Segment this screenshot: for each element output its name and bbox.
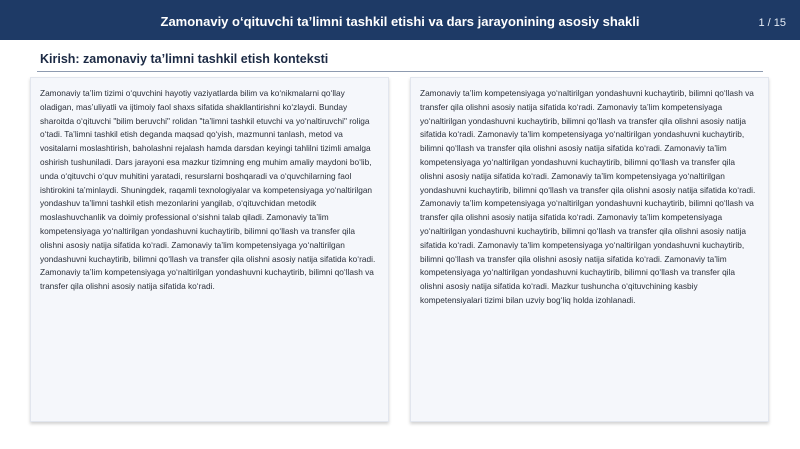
section-divider [37,71,763,72]
left-text-card [30,77,389,422]
slide-header-bar [0,0,800,40]
page-indicator: 1 / 15 [758,17,786,29]
slide-title: Zamonaviy o‘qituvchi ta’limni tashkil etishi va dars jarayonining asosiy shakli [160,14,640,29]
section-heading: Kirish: zamonaviy ta’limni tashkil etish konteksti [40,52,329,66]
right-paragraph: Zamonaviy ta’lim kompetensiyaga yo‘naltirilgan yondashuvni kuchaytirib, bilimni qo‘llash va transfer qila olishni asosiy natija sifatida ko‘radi. Zamonaviy ta’lim kompetensiyaga yo‘naltirilgan yondashuvni kuchaytirib, bilimni qo‘llash va transfer qila olishni asosiy natija sifatida ko‘radi. Zamonaviy ta’lim kompetensiyaga yo‘naltirilgan yondashuvni kuchaytirib, bilimni qo‘llash va transfer qila olishni asosiy natija sifatida ko‘radi. Zamonaviy ta’lim kompetensiyaga yo‘naltirilgan yondashuvni kuchaytirib, bilimni qo‘llash va transfer qila olishni asosiy natija sifatida ko‘radi. Zamonaviy ta’lim kompetensiyaga yo‘naltirilgan yondashuvni kuchaytirib, bilimni qo‘llash va transfer qila olishni asosiy natija sifatida ko‘radi. Zamonaviy ta’lim kompetensiyaga yo‘naltirilgan yondashuvni kuchaytirib, bilimni qo‘llash va transfer qila olishni asosiy natija sifatida ko‘radi. Zamonaviy ta’lim kompetensiyaga yo‘naltirilgan yondashuvni kuchaytirib, bilimni qo‘llash va transfer qila olishni asosiy natija sifatida ko‘radi. Zamonaviy ta’lim kompetensiyaga yo‘naltirilgan yondashuvni kuchaytirib, bilimni qo‘llash va transfer qila olishni asosiy natija sifatida ko‘radi. Zamonaviy ta’lim kompetensiyaga yo‘naltirilgan yondashuvni kuchaytirib, bilimni qo‘llash va transfer qila olishni asosiy natija sifatida ko‘radi. Mazkur tushuncha o‘qituvchining kasbiy kompetensiyalari tizimi bilan uzviy bog‘liq holda izohlanadi. [420,88,756,305]
left-paragraph: Zamonaviy ta’lim tizimi o‘quvchini hayotiy vaziyatlarda bilim va ko‘nikmalarni qo‘llay oladigan, mas’uliyatli va ijtimoiy faol shaxs sifatida shakllantirishni ko‘zlaydi. Bunday sharoitda o‘qituvchi "bilim beruvchi" rolidan "ta’limni tashkil etuvchi va yo‘naltiruvchi" roliga o‘tadi. Ta’limni tashkil etish deganda maqsad qo‘yish, mazmunni tanlash, metod va vositalarni moslashtirish, baholashni rejalash hamda darsdan keyingi tahlilni tizimli amalga oshirish tushuniladi. Dars jarayoni esa mazkur tizimning eng muhim amaliy maydoni bo‘lib, unda o‘qituvchi o‘quv muhitini yaratadi, resurslarni boshqaradi va o‘quvchilarning faol ishtirokini ta’minlaydi. Shuningdek, raqamli texnologiyalar va kompetensiyaga yo‘naltirilgan yondashuv ta’limni tashkil etish mezonlarini yangilab, o‘qituvchidan metodik moslashuvchanlik va doimiy professional o‘sishni talab qiladi. Zamonaviy ta’lim kompetensiyaga yo‘naltirilgan yondashuvni kuchaytirib, bilimni qo‘llash va transfer qila olishni asosiy natija sifatida ko‘radi. Zamonaviy ta’lim kompetensiyaga yo‘naltirilgan yondashuvni kuchaytirib, bilimni qo‘llash va transfer qila olishni asosiy natija sifatida ko‘radi. Zamonaviy ta’lim kompetensiyaga yo‘naltirilgan yondashuvni kuchaytirib, bilimni qo‘llash va transfer qila olishni asosiy natija sifatida ko‘radi. [40,88,376,292]
right-text-card [410,77,769,422]
